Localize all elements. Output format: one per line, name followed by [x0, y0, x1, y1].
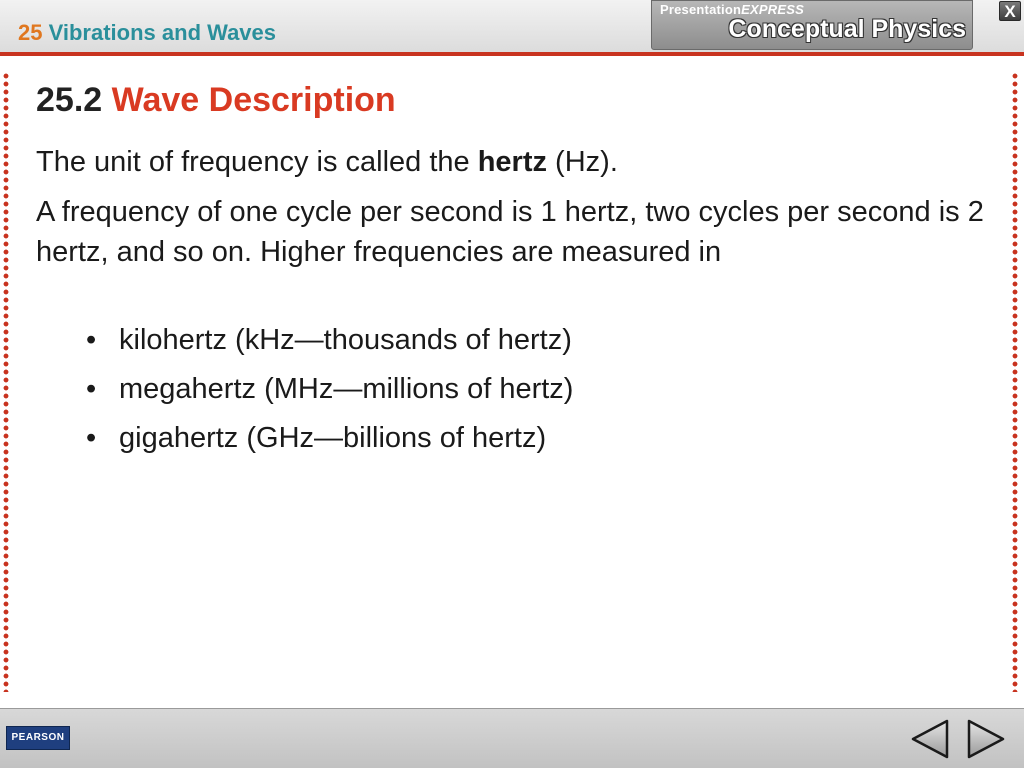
bullet-marker: • [86, 373, 97, 405]
right-arrow-icon [966, 719, 1006, 759]
bullet-text: megahertz (MHz—millions of hertz) [119, 373, 574, 405]
para1-text-start: The unit of frequency is called the [36, 146, 478, 178]
list-item [86, 369, 573, 418]
header-divider [0, 52, 1024, 56]
bullet-text: gigahertz (GHz—billions of hertz) [119, 422, 547, 454]
slide-heading [36, 80, 996, 120]
logo-express: EXPRESS [741, 2, 804, 17]
bullet-marker: • [86, 324, 97, 356]
chapter-number: 25 [18, 20, 43, 45]
list-item [86, 418, 573, 467]
section-title: Wave Description [111, 81, 396, 119]
hertz-term: hertz [477, 146, 547, 178]
unit-bullet-list [86, 320, 573, 467]
section-number: 25.2 [36, 81, 103, 119]
list-item [86, 320, 573, 369]
logo-main-text: Conceptual Physics [728, 15, 966, 43]
right-dotted-border [1012, 72, 1018, 692]
bullet-text: kilohertz (kHz—thousands of hertz) [119, 324, 572, 356]
footer-bar [0, 708, 1024, 768]
chapter-name: Vibrations and Waves [48, 20, 277, 45]
close-button[interactable]: X [999, 1, 1021, 21]
paragraph-hertz-definition [36, 142, 618, 182]
pearson-logo: PEARSON [6, 726, 70, 750]
left-arrow-icon [910, 719, 950, 759]
next-slide-button[interactable] [966, 719, 1006, 759]
header-bar [0, 0, 1024, 52]
previous-slide-button[interactable] [910, 719, 950, 759]
logo-prefix: Presentation [660, 2, 742, 17]
bullet-marker: • [86, 422, 97, 454]
left-dotted-border [3, 72, 9, 692]
para1-text-end: (Hz). [547, 146, 618, 178]
slide-content [36, 80, 996, 454]
presentation-express-logo [651, 0, 973, 50]
paragraph-frequency-explanation: A frequency of one cycle per second is 1 hertz, two cycles per second is 2 hertz, and so on. Higher frequencies are measured in [36, 196, 984, 268]
chapter-title [18, 20, 276, 46]
